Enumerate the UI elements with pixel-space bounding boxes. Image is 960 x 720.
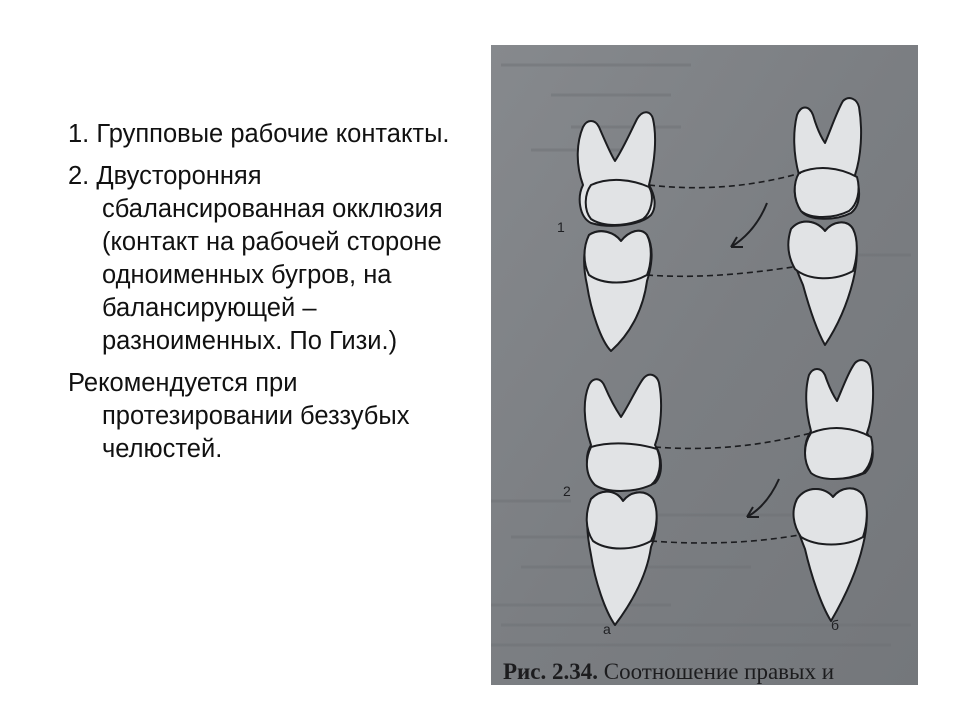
caption-number: Рис. 2.34. bbox=[503, 659, 599, 684]
column-label-a: а bbox=[603, 621, 611, 637]
lower-crown-2a bbox=[587, 492, 657, 549]
column-label-b: б bbox=[831, 617, 840, 633]
slide-text bbox=[68, 118, 468, 475]
teeth-illustration bbox=[491, 45, 918, 685]
row-label-1: 1 bbox=[557, 219, 565, 235]
upper-crown-1a bbox=[586, 180, 652, 225]
upper-crown-2a bbox=[587, 443, 660, 491]
list-item-balanced-occlusion: 2. Двусторонняя сбалансированная окклюзия (контакт на рабочей стороне одноименных бугров, на балансирующей – разноименных. По Гизи.) bbox=[68, 162, 443, 355]
list-item-group-contacts: 1. Групповые рабочие контакты. bbox=[68, 120, 450, 148]
upper-crown-2b bbox=[805, 428, 873, 479]
caption-text: Соотношение правых и bbox=[603, 659, 835, 684]
lower-crown-1a bbox=[585, 231, 651, 283]
row-label-2: 2 bbox=[563, 483, 571, 499]
lower-crown-1b bbox=[788, 222, 856, 279]
lower-crown-2b bbox=[794, 488, 867, 544]
textbook-figure-photo bbox=[491, 45, 918, 685]
figure-caption bbox=[503, 659, 834, 685]
upper-crown-1b bbox=[795, 168, 859, 217]
list-item-recommendation: Рекомендуется при протезировании беззубых челюстей. bbox=[68, 369, 410, 463]
